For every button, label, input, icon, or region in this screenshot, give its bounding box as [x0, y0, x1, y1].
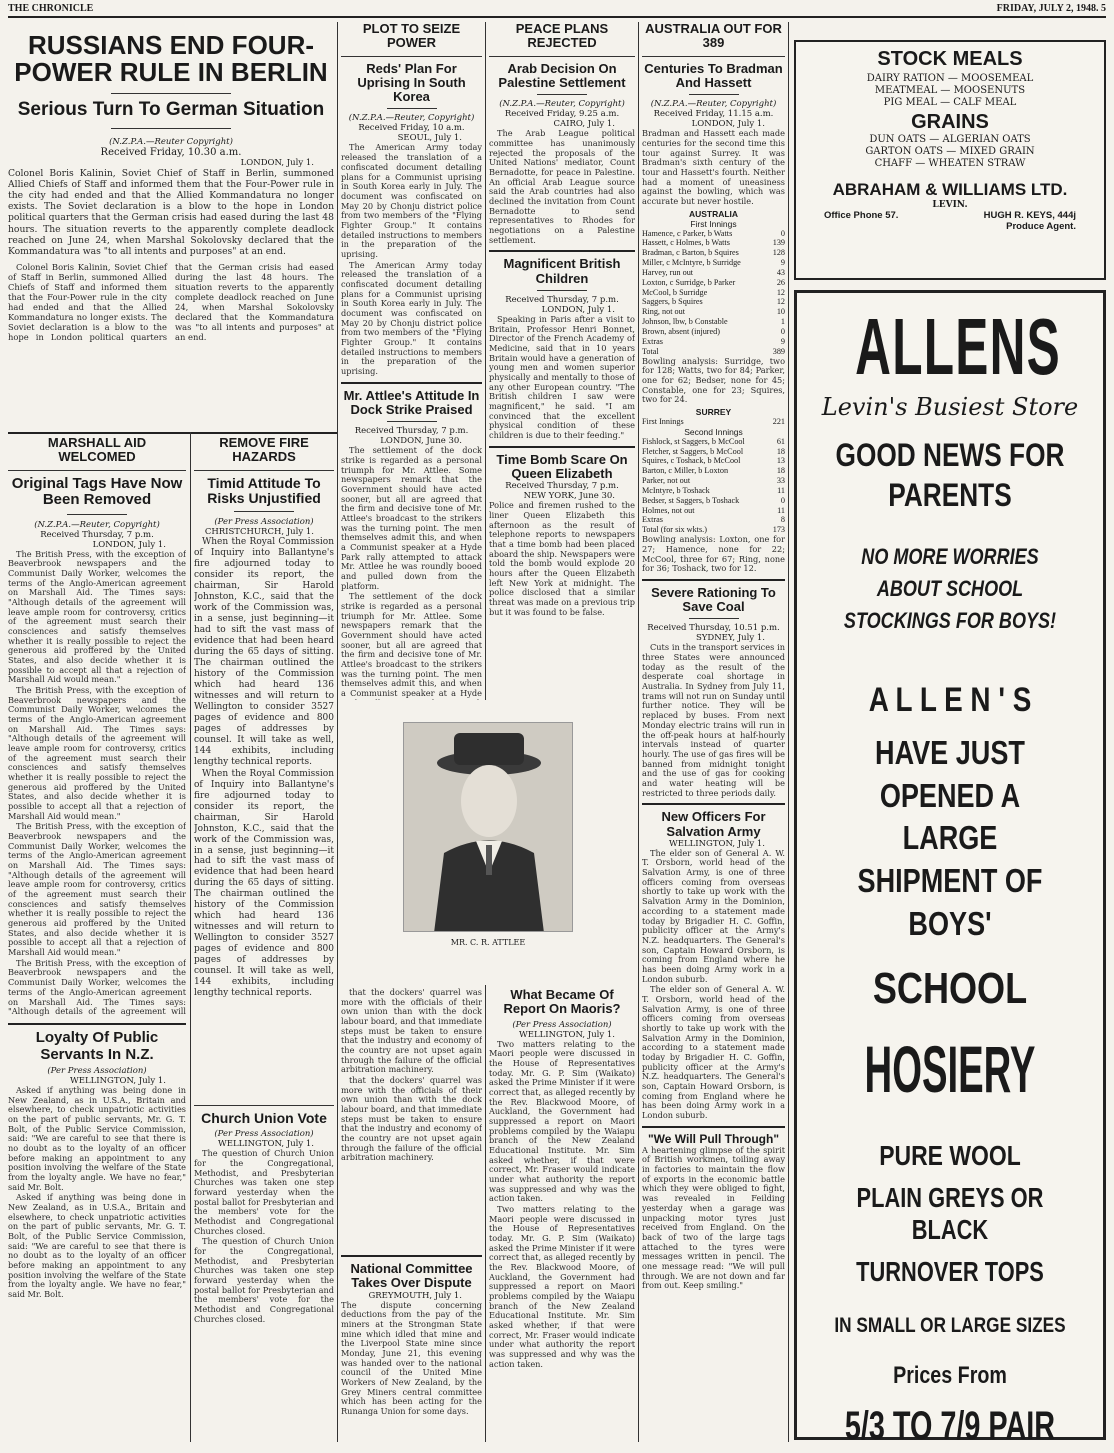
- paragraph: The settlement of the dock strike is regarded as a personal triumph for Mr. Attlee. Some newspapers remark that the Government should have acted sooner, but all are agreed that the firm and decisive tone of Mr. Attlee's broadcast to the strikers was the turning point. The men themselves admit this, and when a Communist speaker at a Hyde: [341, 591, 482, 698]
- headline: National Committee Takes Over Dispute: [350, 1261, 473, 1291]
- batsman: Extras: [642, 336, 663, 346]
- article-loyalty: [8, 1018, 186, 1438]
- place-date: LONDON, July 1.: [240, 157, 314, 168]
- score-row: [642, 229, 785, 239]
- article-body: [341, 446, 482, 737]
- headline: Centuries To Bradman And Hassett: [644, 60, 783, 90]
- score-row: [642, 466, 785, 476]
- headline: Magnificent British Children: [503, 256, 621, 286]
- runs: 9: [780, 258, 785, 268]
- kicker: PLOT TO SEIZE POWER: [362, 22, 461, 51]
- headline: "We Will Pull Through": [647, 1131, 780, 1146]
- article-body: [341, 143, 482, 376]
- received-time: Received Friday, 9.25 a.m.: [504, 109, 620, 120]
- runs: 10: [776, 307, 785, 317]
- article-marshall-aid: [8, 436, 186, 1016]
- place-date: LONDON, July 1.: [92, 539, 166, 550]
- runs: 18: [776, 466, 785, 476]
- score-row: [642, 476, 785, 486]
- runs: 8: [780, 515, 785, 525]
- batsman: Harvey, run out: [642, 267, 694, 277]
- photo-block: [341, 700, 635, 985]
- agent-role: Produce Agent.: [1006, 221, 1076, 232]
- ad-prices: 5/3 TO 7/9 PAIR: [844, 1404, 1056, 1449]
- score-row: [642, 506, 785, 516]
- ad-text: TURNOVER TOPS: [856, 1256, 1044, 1288]
- runs: 61: [776, 436, 785, 446]
- article-national-committee: [341, 1250, 482, 1445]
- received-time: Received Friday, 11.15 a.m.: [653, 109, 774, 120]
- score-row: [642, 307, 785, 317]
- innings-label: First Innings: [642, 416, 684, 426]
- batsman: Squires, c Toshack, b McCool: [642, 456, 741, 466]
- runs: 128: [772, 248, 785, 258]
- batsman: Barton, c Miller, b Loxton: [642, 466, 729, 476]
- product-list: [796, 73, 1104, 109]
- batsman: Total (for six wkts.): [642, 525, 707, 535]
- article-body: [341, 988, 482, 1163]
- paragraph: that the dockers' quarrel was more with the officials of their own union than with the dock labour board, and that immediate steps must be taken to ensure that the industry and economy of the country are not upset again through the failure of the official arbitration machinery.: [341, 988, 482, 1075]
- ad-text: Prices From: [893, 1362, 1007, 1390]
- place-date: WELLINGTON, July 1.: [519, 1029, 615, 1040]
- batsman: Holmes, not out: [642, 505, 695, 515]
- score-row: [642, 268, 785, 278]
- article-maoris: [489, 988, 635, 1443]
- place-date: WELLINGTON, July 1.: [218, 1139, 314, 1150]
- runs: 11: [777, 485, 785, 495]
- batsman: Bradman, c Barton, b Squires: [642, 248, 739, 258]
- paragraph: The question of Church Union for the Congregational, Methodist, and Presbyterian Churches was taken one step forward yesterday when the postal ballot for Presbyterian and the members' vote for the Methodist and Congregational Churches closed.: [194, 1148, 334, 1236]
- column-rule: [638, 22, 639, 1442]
- product-line: DAIRY RATION — MOOSEMEAL: [866, 73, 1034, 84]
- received-time: Received Thursday, 7 p.m.: [40, 529, 154, 540]
- headline: RUSSIANS END FOUR-POWER RULE IN BERLIN: [14, 30, 328, 88]
- section-rule: [8, 432, 337, 434]
- innings-label: First Innings: [690, 218, 737, 229]
- byline: (N.Z.P.A.—Reuter Copyright): [109, 136, 233, 147]
- paper-name: THE CHRONICLE: [8, 3, 94, 14]
- runs: 9: [780, 336, 785, 346]
- headline: Church Union Vote: [201, 1110, 327, 1126]
- article-body: [8, 550, 186, 1016]
- article-body: [8, 1086, 186, 1300]
- place-date: WELLINGTON, July 1.: [669, 838, 765, 849]
- product-line: CHAFF — WHEATEN STRAW: [874, 158, 1026, 169]
- received-time: Received Friday, 10.30 a.m.: [100, 146, 242, 158]
- runs: 13: [776, 456, 785, 466]
- paragraph: Two matters relating to the Maori people were discussed in the House of Representatives today. Mr. G. P. Sim (Waikato) asked the Prime Minister if it were correct that, as alleged recently by the Rev. Blackwood Moore, of Auckland, the Government had suppressed a report on Maori problems compiled by the Waiapu branch of the New Zealand Educational Institute. Mr. Sim asked whether, if that were correct, Mr. Fraser would indicate under what authority the report was suppressed and why was the action taken.: [489, 1204, 635, 1369]
- batsman: McIntyre, b Toshack: [642, 485, 710, 495]
- paragraph: The American Army today released the translation of a confiscated document detailing plans for a Communist uprising in South Korea early in July. The document was confiscated on May 20 by Chonju district police from two members of the "Flying Fighter Group." It contains detailed instructions to members in the preparation of the uprising.: [341, 259, 482, 376]
- ad-stock-meals: [794, 40, 1106, 280]
- batsman: Extras: [642, 515, 663, 525]
- received-time: Received Thursday, 7 p.m.: [354, 426, 469, 437]
- paragraph: Two matters relating to the Maori people were discussed in the House of Representatives today. Mr. G. P. Sim (Waikato) asked the Prime Minister if it were correct that, as alleged recently by the Rev. Blackwood Moore, of Auckland, the Government had suppressed a report on Maori problems compiled by the Waiapu branch of the New Zealand Educational Institute. Mr. Sim asked whether, if that were correct, Mr. Fraser would indicate under what authority the report was suppressed and why was the action taken.: [489, 1038, 635, 1204]
- runs: 26: [776, 277, 785, 287]
- column-rule: [337, 22, 338, 1442]
- byline: (Per Press Association): [214, 1129, 314, 1140]
- scorecard-australia: [642, 229, 785, 357]
- ad-slogan: Levin's Busiest Store: [821, 393, 1079, 421]
- byline: (N.Z.P.A.—Reuter, Copyright): [34, 519, 160, 530]
- column-rule: [190, 432, 191, 1442]
- score-row: [642, 317, 785, 327]
- product-line: GARTON OATS — MIXED GRAIN: [865, 146, 1035, 157]
- column-rule: [788, 22, 789, 1442]
- runs: 12: [776, 287, 785, 297]
- product-list: [796, 134, 1104, 170]
- runs: 389: [772, 346, 785, 356]
- place-date: LONDON, July 1.: [691, 119, 765, 130]
- runs: 43: [776, 267, 785, 277]
- score-row: [642, 486, 785, 496]
- headline: Arab Decision On Palestine Settlement: [498, 60, 626, 90]
- kicker: REMOVE FIRE HAZARDS: [219, 436, 309, 465]
- article-body: Police and firemen rushed to the liner Queen Elizabeth this afternoon as the result of telephone reports to newspapers that a time bomb had been placed aboard the ship. Newspapers were told the bomb would explode 20 hours after the Queen Elizabeth left New York at midnight. The police disclosed that a similar threat was made on a previous trip but it was found to be false.: [489, 500, 635, 617]
- paragraph: Asked if anything was being done in New Zealand, as in U.S.A., Britain and elsewhere, to check unpatriotic activities on the part of public servants, Mr. G. T. Bolt, of the Public Service Commission, said: "We are careful to see that there is no doubt as to the loyalty of an officer before making an appointment to any position involving the welfare of the State from the loyalty angle. We have no fear," said Mr. Bolt.: [8, 1085, 186, 1192]
- headline: Original Tags Have Now Been Removed: [11, 474, 183, 509]
- runs: 1: [780, 317, 785, 327]
- runs: 173: [772, 525, 785, 535]
- runs: 0: [780, 327, 785, 336]
- paragraph: The elder son of General A. W. T. Orsborn, world head of the Salvation Army, is one of three officers coming from overseas shortly to take up work with the Salvation Army in the Dominion, according to a statement made today by Brigadier H. C. Goffin, publicity officer at the Army's N.Z. headquarters. The General's son, Captain Howard Orsborn, is coming from England where he has been doing Army work in a London suburb.: [642, 984, 785, 1120]
- article-body: [642, 643, 785, 798]
- batsman: Loxton, c Surridge, b Parker: [642, 277, 736, 287]
- headline: Timid Attitude To Risks Unjustified: [207, 474, 321, 506]
- bowling-analysis: Bowling analysis: Surridge, two for 128; Watts, two for 84; Parker, one for 62; Bedser, none for 45; Constable, one for 23; Squires, two for 24.: [642, 355, 785, 405]
- score-row: [642, 278, 785, 288]
- portrait-image: [404, 723, 573, 932]
- byline: (N.Z.P.A.—Reuter, Copyright): [348, 113, 475, 124]
- byline: (Per Press Association): [512, 1019, 612, 1030]
- paragraph: Speaking in Paris after a visit to Britain, Professor Henri Bonnet, Director of the French Academy of Medicine, said that in 10 years Britain would have a generation of young men and women superior physically and mentally to those of any other European country. "The British children I saw were magnificent," he said. "I am convinced that the excellent physical condition of these children is due to their feeding.": [489, 313, 635, 440]
- article-body: Colonel Boris Kalinin, Soviet Chief of Staff in Berlin, summoned Allied Chiefs of Staff and informed them that the Four-Power rule in the city had ended and that the Allied Kommandatura no longer exists. The Soviet declaration is a blow to the hope in London political quarters that the German crisis had eased during the last 48 hours. The situation reverts to the apparently complete deadlock reached on June 24, when Marshal Sokolovsky declared that the Kommandatura was "to all intents and purposes" at an end.: [8, 167, 334, 258]
- ad-town: LEVIN.: [932, 200, 968, 210]
- runs: 0: [780, 228, 785, 238]
- kicker: AUSTRALIA OUT FOR 389: [645, 22, 782, 51]
- kicker: PEACE PLANS REJECTED: [515, 22, 609, 51]
- ad-text: NO MORE WORRIES ABOUT SCHOOL STOCKINGS FOR BOYS!: [843, 544, 1057, 633]
- received-time: Received Thursday, 7 p.m.: [505, 294, 619, 305]
- batsman: Hassett, c Holmes, b Watts: [642, 238, 730, 248]
- product-line: MEATMEAL — MOOSENUTS: [874, 85, 1026, 96]
- kicker: MARSHALL AID WELCOMED: [47, 436, 147, 465]
- received-time: Received Thursday, 7 p.m.: [505, 481, 619, 492]
- runs: 33: [776, 476, 785, 486]
- score-row: [642, 297, 785, 307]
- paragraph: The British Press, with the exception of Beaverbrook newspapers and the Communist Daily Worker, welcomes the terms of the Anglo-American agreement on Marshall Aid. The Times says: "Although details of the agreement will leave ample room for controversy, critics of the agreement must search their consciences and satisfy themselves whether it is really possible to reject the generous aid proffered by the United States, and also decide whether it is possible to accept all that a rejection of Marshall Aid would mean.": [8, 821, 186, 958]
- paragraph: Colonel Boris Kalinin, Soviet Chief of Staff in Berlin, summoned Allied Chiefs of Staff and informed them that the Four-Power rule in the city had ended and that the Allied Kommandatura no longer exists. The Soviet declaration is a blow to the hope in London political quarters that the German crisis had eased during the last 48 hours. The situation reverts to the apparently complete deadlock reached on June 24, when Marshal Sokolovsky declared that the Kommandatura was "to all intents and purposes" at an end.: [8, 262, 334, 342]
- article-salvation-army: [642, 810, 785, 1120]
- ad-contact: [796, 210, 1104, 221]
- paragraph: The settlement of the dock strike is regarded as a personal triumph for Mr. Attlee. Some newspapers remark that the Government should have acted sooner, but all are agreed that the firm and decisive tone of Mr. Attlee's broadcast to the strikers was the turning point. The men themselves admit this, and when a Communist speaker at a Hyde Park rally attempted to attack Mr. Attlee he was roundly booed and pulled down from the platform.: [341, 445, 482, 591]
- article-fire-hazards: [194, 436, 334, 1096]
- ad-text: IN SMALL OR LARGE SIZES: [834, 1314, 1066, 1338]
- ad-text: SCHOOL: [872, 964, 1028, 1014]
- photo-caption: MR. C. R. ATTLEE: [450, 938, 526, 947]
- product-line: DUN OATS — ALGERIAN OATS: [869, 134, 1031, 145]
- score-row: [642, 258, 785, 268]
- article-body: [489, 315, 635, 441]
- byline: (Per Press Association): [214, 517, 314, 528]
- attlee-photo: [403, 722, 573, 932]
- batsman: Fishlock, st Saggers, b McCool: [642, 436, 745, 446]
- runs: 11: [777, 505, 785, 515]
- masthead: [8, 2, 1106, 18]
- article-coal: [642, 586, 785, 798]
- batsman: McCool, b Surridge: [642, 287, 708, 297]
- bowling-analysis: Bowling analysis: Loxton, one for 27; Hamence, none for 22; McCool, three for 67; Ring, none for 36; Toshack, two for 12.: [642, 534, 785, 574]
- article-korea: [341, 22, 482, 377]
- score-row: [642, 337, 785, 347]
- paragraph: The British Press, with the exception of Beaverbrook newspapers and the Communist Daily Worker, welcomes the terms of the Anglo-American agreement on Marshall Aid. The Times says: "Although details of the agreement will leave ample room for controversy, critics of the agreement must search their consciences and satisfy themselves whether it is really possible to reject the generous aid proffered by the United States, and also decide whether it is possible to accept all that a rejection of Marshall Aid would mean.": [8, 685, 186, 821]
- attlee-continued: [341, 988, 482, 1248]
- paragraph: The question of Church Union for the Congregational, Methodist, and Presbyterian Churches was taken one step forward yesterday when the postal ballot for Presbyterian and the members' vote for the Methodist and Congregational Churches closed.: [194, 1236, 334, 1324]
- batsman: Total: [642, 346, 659, 356]
- score-row: [642, 447, 785, 457]
- place-date: LONDON, June 30.: [380, 436, 462, 447]
- subheadline: Serious Turn To German Situation: [17, 98, 325, 120]
- headline: Mr. Attlee's Attitude In Dock Strike Praised: [343, 387, 480, 417]
- article-body: [642, 849, 785, 1121]
- batsman: Ring, not out: [642, 307, 685, 317]
- runs: 18: [776, 446, 785, 456]
- place-date: SEOUL, July 1.: [397, 133, 462, 144]
- innings-label: Second Innings: [684, 426, 743, 437]
- score-row: [642, 327, 785, 337]
- score-row: [642, 456, 785, 466]
- received-time: Received Friday, 10 a.m.: [358, 123, 465, 134]
- article-body: [489, 1040, 635, 1370]
- place-date: NEW YORK, June 30.: [523, 491, 615, 502]
- article-berlin: [8, 22, 334, 432]
- paragraph: The American Army today released the translation of a confiscated document detailing plans for a Communist uprising in South Korea early in July. The document was confiscated on May 20 by Chonju district police from two members of the "Flying Fighter Group." It contains detailed instructions to members in the preparation of the uprising.: [341, 142, 482, 259]
- headline: Severe Rationing To Save Coal: [651, 584, 776, 615]
- first-innings-row: [642, 417, 785, 427]
- ad-text: HOSIERY: [864, 1032, 1036, 1107]
- place-date: WELLINGTON, July 1.: [70, 1076, 166, 1086]
- article-time-bomb: [489, 453, 635, 618]
- batsman: Fletcher, st Saggers, b McCool: [642, 446, 744, 456]
- score-row: [642, 437, 785, 447]
- headline: Reds' Plan For Uprising In South Korea: [357, 60, 466, 105]
- score-row: [642, 288, 785, 298]
- phone-number: Office Phone 57.: [824, 210, 899, 221]
- paragraph: When the Royal Commission of Inquiry into Ballantyne's fire adjourned today to consider its report, the chairman, Sir Harold Johnston, K.C., said that the work of the Commission was, in a sense, just beginning—it had to sift the vast mass of evidence that had been heard during the 65 days of sitting. The chairman outlined the history of the Commission which had heard 136 witnesses and will return to Wellington to consider 3527 pages of evidence and 800 pages of addresses by counsel. It will take as well, 144 exhibits, including lengthy technical reports.: [194, 537, 334, 767]
- paragraph: The British Press, with the exception of Beaverbrook newspapers and the Communist Daily Worker, welcomes the terms of the Anglo-American agreement on Marshall Aid. The Times says: "Although details of the agreement will: [8, 957, 186, 1016]
- article-pull-through: [642, 1133, 785, 1291]
- place-date: CHRISTCHURCH, July 1.: [204, 527, 314, 538]
- headline: New Officers For Salvation Army: [661, 809, 766, 839]
- ad-text: PURE WOOL: [879, 1140, 1021, 1172]
- headline: What Became Of Report On Maoris?: [503, 988, 621, 1017]
- byline: (N.Z.P.A.—Reuter, Copyright): [650, 99, 777, 110]
- batsman: Brown, absent (injured): [642, 327, 720, 336]
- paragraph: Asked if anything was being done in New Zealand, as in U.S.A., Britain and elsewhere, to check unpatriotic activities on the part of public servants, Mr. G. T. Bolt, of the Public Service Commission, said: "We are careful to see that there is no doubt as to the loyalty of an officer before making an appointment to any position involving the welfare of the State from the loyalty angle. We have no fear," said Mr. Bolt.: [8, 1192, 186, 1300]
- article-body: The dispute concerning deductions from the pay of the miners at the Strongman State mine which idled that mine and the Liverpool State mine since Monday, June 21, this evening was handed over to the national council of the United Mine Workers of New Zealand, by the Grey Miners central committee which has been acting for the Runanga Union for some days.: [341, 1299, 482, 1416]
- ad-firm: ABRAHAM & WILLIAMS LTD.: [832, 180, 1068, 199]
- ad-text: PLAIN GREYS OR BLACK: [856, 1182, 1044, 1246]
- ad-allens: [794, 290, 1106, 1449]
- team-name: SURREY: [695, 406, 732, 417]
- agent-name: HUGH R. KEYS, 444j: [983, 210, 1076, 221]
- place-date: SYDNEY, July 1.: [695, 633, 765, 644]
- runs: 12: [776, 297, 785, 307]
- batsman: Johnson, lbw, b Constable: [642, 317, 728, 327]
- innings-score: 221: [772, 416, 785, 426]
- article-attlee: [341, 389, 482, 738]
- place-date: LONDON, July 1.: [541, 304, 615, 315]
- paragraph: that the dockers' quarrel was more with the officials of their own union than with the dock labour board, and that immediate steps must be taken to ensure that the industry and economy of the country are not upset again through the failure of the official arbitration machinery.: [341, 1075, 482, 1163]
- column-five: [642, 22, 785, 1442]
- score-row: [642, 248, 785, 258]
- product-line: PIG MEAL — CALF MEAL: [883, 97, 1017, 108]
- paragraph: Cuts in the transport services in three States were announced today as the result of the desperate coal shortage in Australia. In Sydney from July 11, trams will not run on Sunday until further notice. They will be replaced by buses. From next Monday electric trains will run in the off-peak hours at half-hourly intervals instead of quarter hourly. The use of gas fires will be banned from midnight tonight and the use of gas for cooking and water heating will be restricted to three periods daily.: [642, 642, 785, 798]
- paragraph: The Arab League political committee has unanimously rejected the proposals of the United Nations' mediator, Count Bernadotte, for peace in Palestine. An official Arab League source said the Arab countries had also declined the invitation from Count Bernadotte to send representatives to Rhodes for negotiations on a Palestine settlement.: [489, 128, 635, 245]
- ad-text: HAVE JUST OPENED A LARGE SHIPMENT OF BOYS': [857, 733, 1043, 943]
- article-body-continued: [8, 263, 334, 343]
- column-four: [489, 22, 635, 702]
- ad-store-name: ALLENS: [855, 302, 1061, 391]
- runs: 0: [780, 495, 785, 505]
- batsman: Parker, not out: [642, 476, 691, 486]
- byline: (Per Press Association): [47, 1066, 147, 1076]
- runs: 139: [772, 238, 785, 248]
- ad-store-name: A L L E N ' S: [868, 680, 1032, 719]
- headline: Time Bomb Scare On Queen Elizabeth: [496, 451, 628, 481]
- place-date: CAIRO, July 1.: [553, 119, 615, 130]
- article-children: [489, 257, 635, 440]
- byline: (N.Z.P.A.—Reuter, Copyright): [499, 99, 625, 110]
- article-cricket: [642, 22, 785, 574]
- page-date: FRIDAY, JULY 2, 1948. 5: [996, 3, 1106, 14]
- batsman: Bedser, st Saggers, b Toshack: [642, 495, 740, 505]
- batsman: Miller, c McIntyre, b Surridge: [642, 258, 741, 268]
- scorecard-surrey: [642, 437, 785, 535]
- place-date: GREYMOUTH, July 1.: [368, 1290, 462, 1301]
- article-body: Bradman and Hassett each made centuries for the second time this tour against Surrey. It was Bradman's sixth century of the tour and Hassett's fourth. Neither had a moment of uneasiness against the bowling, which was accurate but never hostile.: [642, 128, 785, 206]
- article-body: [489, 129, 635, 245]
- headline: Loyalty Of Public Servants In N.Z.: [35, 1029, 159, 1063]
- article-body: A heartening glimpse of the spirit of British workmen, toiling away in factories to maintain the flow of exports in the economic battle which they were obliged to fight, was revealed in Feilding yesterday when a garage was unpacking motor tyres just received from England. On the back of two of the large tags attached to the tyres were messages written in pencil. The one message read: "We will pull through. We are not down and far from out. Keep smiling.": [642, 1144, 785, 1291]
- ad-heading: GOOD NEWS FOR PARENTS: [835, 437, 1065, 513]
- score-row: [642, 238, 785, 248]
- ad-title: STOCK MEALS: [877, 48, 1023, 70]
- score-row: [642, 496, 785, 506]
- paragraph: The British Press, with the exception of Beaverbrook newspapers and the Communist Daily Worker, welcomes the terms of the Anglo-American agreement on Marshall Aid. The Times says: "Although details of the agreement will leave ample room for controversy, critics of the agreement must search their consciences and satisfy themselves whether it is really possible to reject the generous aid proffered by the United States, and also decide whether it is possible to accept all that a rejection of Marshall Aid would mean.": [8, 548, 186, 685]
- article-body: [194, 1149, 334, 1324]
- paragraph: When the Royal Commission of Inquiry into Ballantyne's fire adjourned today to consider its report, the chairman, Sir Harold Johnston, K.C., said that the work of the Commission was, in a sense, just beginning—it had to sift the vast mass of evidence that had been heard during the 65 days of sitting. The chairman outlined the history of the Commission which had heard 136 witnesses and will return to Wellington to consider 3527 pages of evidence and 800 pages of addresses by counsel. It will take as well, 144 exhibits, including lengthy technical reports.: [194, 768, 334, 999]
- article-body: [194, 537, 334, 999]
- article-palestine: [489, 22, 635, 245]
- batsman: Saggers, b Squires: [642, 297, 703, 307]
- team-name: AUSTRALIA: [688, 208, 739, 219]
- batsman: Hamence, c Parker, b Watts: [642, 228, 733, 238]
- ad-title: GRAINS: [911, 111, 989, 133]
- received-time: Received Thursday, 10.51 p.m.: [647, 623, 780, 634]
- paragraph: The elder son of General A. W. T. Orsborn, world head of the Salvation Army, is one of three officers coming from overseas shortly to take up work with the Salvation Army in the Dominion, according to a statement made today by Brigadier H. C. Goffin, publicity officer at the Army's N.Z. headquarters. The General's son, Captain Howard Orsborn, is coming from England where he has been doing Army work in a London suburb.: [642, 847, 785, 984]
- article-church-union: [194, 1100, 334, 1440]
- score-row: [642, 515, 785, 525]
